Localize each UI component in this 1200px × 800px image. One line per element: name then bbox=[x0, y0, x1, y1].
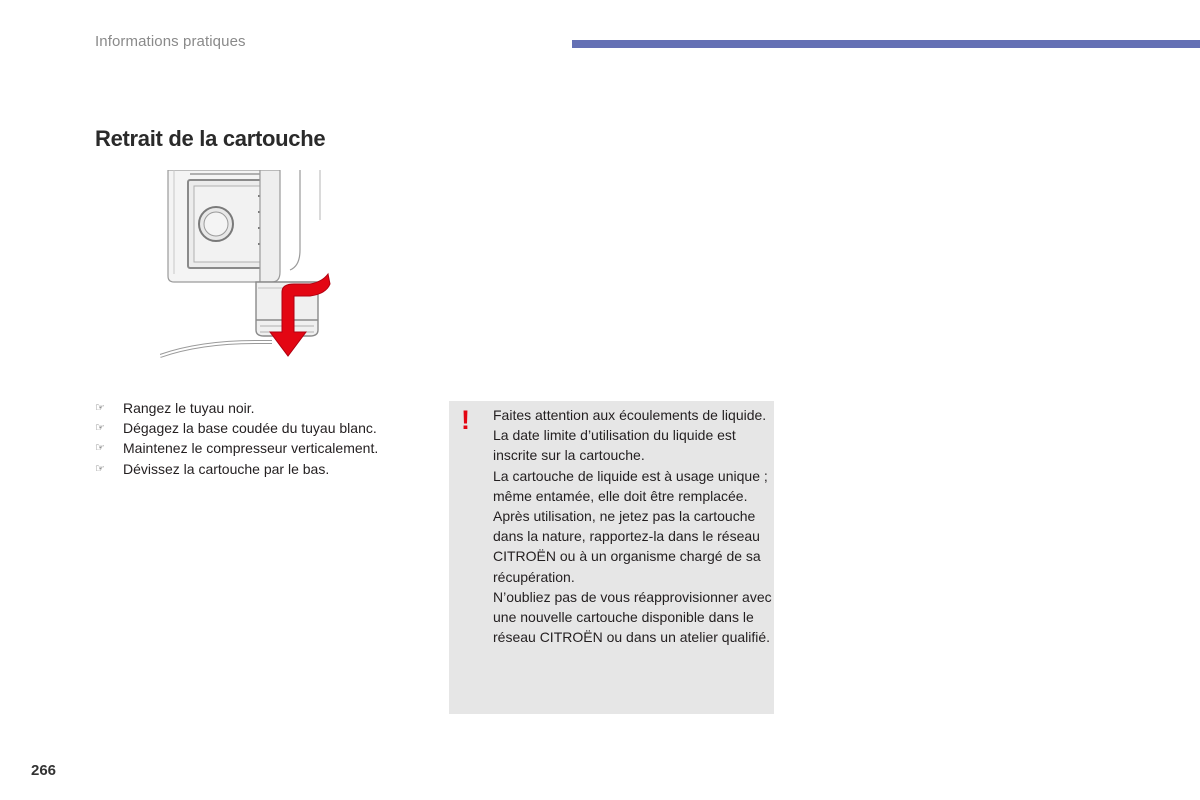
pointing-hand-icon: ☞ bbox=[95, 442, 105, 455]
step-text: Maintenez le compresseur verticalement. bbox=[123, 440, 379, 457]
list-item bbox=[95, 438, 378, 458]
list-item bbox=[95, 398, 378, 418]
warning-paragraph: La cartouche de liquide est à usage unique ; même entamée, elle doit être remplacée. bbox=[493, 467, 768, 504]
header-accent-bar bbox=[572, 40, 1200, 48]
warning-paragraph: La date limite d’utilisation du liquide est inscrite sur la cartouche. bbox=[493, 427, 736, 464]
exclamation-icon: ! bbox=[461, 405, 470, 435]
cartridge-removal-illustration bbox=[160, 170, 360, 360]
pointing-hand-icon: ☞ bbox=[95, 462, 105, 475]
step-text: Rangez le tuyau noir. bbox=[123, 400, 255, 416]
page-title: Retrait de la cartouche bbox=[95, 126, 326, 151]
instruction-list bbox=[95, 398, 378, 479]
pointing-hand-icon: ☞ bbox=[95, 402, 105, 414]
warning-paragraph: Après utilisation, ne jetez pas la cartouche dans la nature, rapportez-la dans le réseau CITROËN ou à un organisme chargé de sa récupération. bbox=[493, 508, 761, 585]
warning-text bbox=[493, 405, 773, 647]
page-number: 266 bbox=[31, 762, 57, 779]
cartridge-illustration-svg bbox=[160, 170, 360, 360]
list-item bbox=[95, 459, 378, 479]
warning-box bbox=[449, 401, 774, 714]
step-text: Dévissez la cartouche par le bas. bbox=[123, 460, 330, 477]
step-text: Dégagez la base coudée du tuyau blanc. bbox=[123, 420, 377, 437]
warning-paragraph: N’oubliez pas de vous réapprovisionner avec une nouvelle cartouche disponible dans le réseau CITROËN ou dans un atelier qualifié. bbox=[493, 588, 772, 646]
pointing-hand-icon: ☞ bbox=[95, 422, 105, 435]
section-header: Informations pratiques bbox=[95, 33, 246, 50]
list-item bbox=[95, 418, 378, 438]
warning-paragraph: Faites attention aux écoulements de liquide. bbox=[493, 407, 767, 423]
